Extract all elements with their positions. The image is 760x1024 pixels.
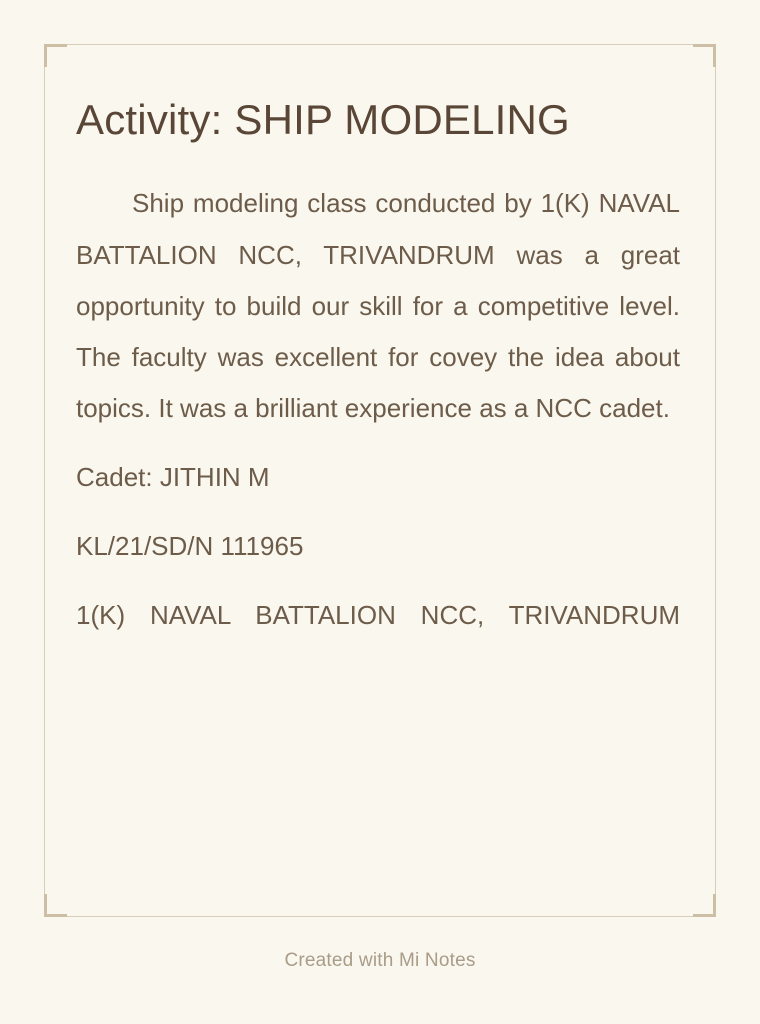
note-content: [76, 96, 680, 709]
frame-corner-bottom-left-icon: [44, 894, 67, 917]
cadet-name-line: Cadet: JITHIN M: [76, 462, 270, 493]
frame-corner-bottom-right-icon: [693, 894, 716, 917]
frame-corner-top-left-icon: [44, 44, 67, 67]
regimental-number-line: KL/21/SD/N 111965: [76, 531, 304, 562]
note-body-paragraph: Ship modeling class conducted by 1(K) NAVAL BATTALION NCC, TRIVANDRUM was a great opportunity to build our skill for a competitive level. The faculty was excellent for covey the idea about topics. It was a brilliant experience as a NCC cadet.: [76, 188, 680, 424]
footer-credit: Created with Mi Notes: [284, 950, 476, 971]
unit-line: 1(K) NAVAL BATTALION NCC, TRIVANDRUM: [76, 599, 680, 630]
frame-corner-top-right-icon: [693, 44, 716, 67]
page-title: Activity: SHIP MODELING: [76, 96, 570, 143]
